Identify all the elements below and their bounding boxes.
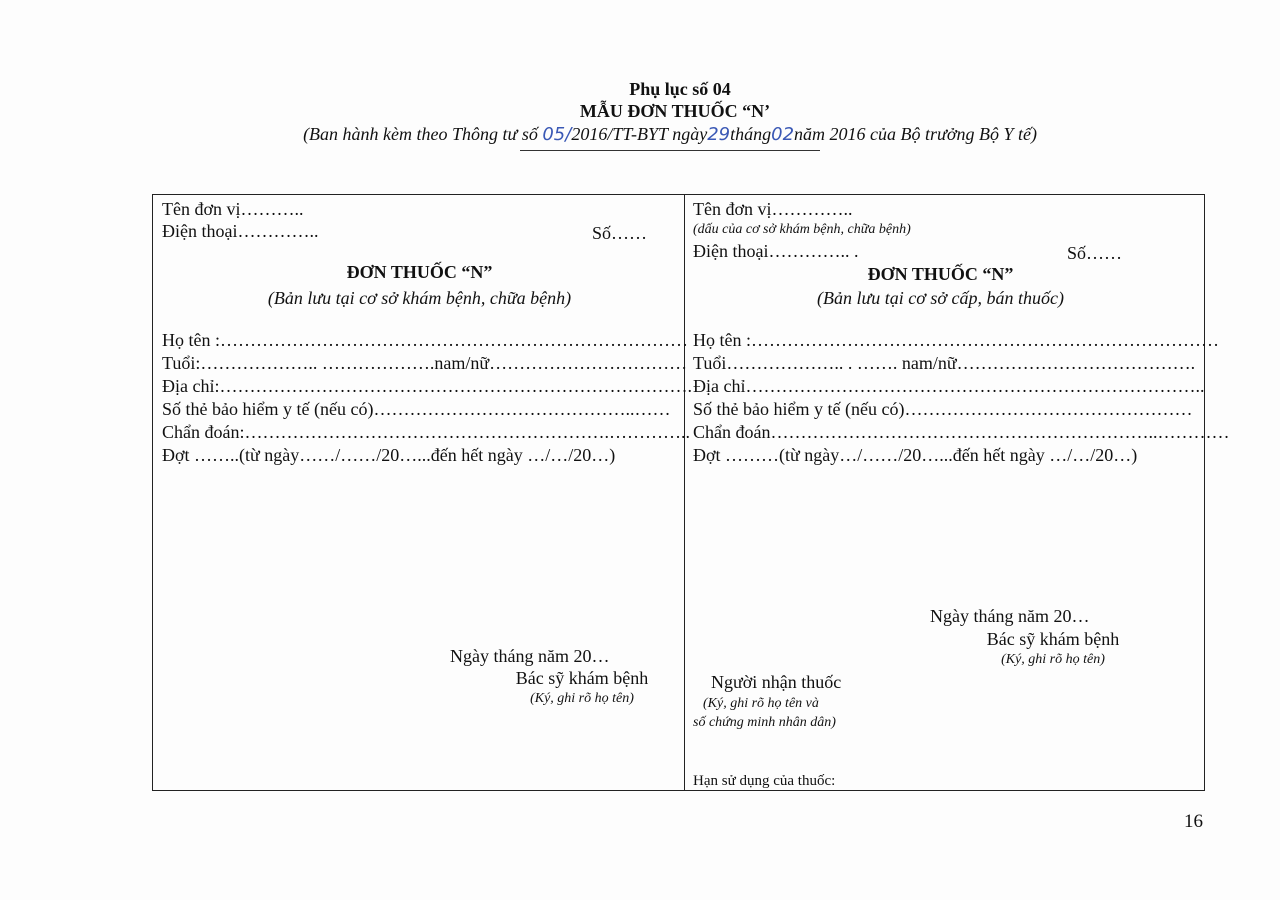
receiver-note-line2: số chứng minh nhân dân) (693, 715, 836, 730)
left-period-field: Đợt ……..(từ ngày……/……/20…...đến hết ngày …/…/20…) (162, 445, 616, 465)
appendix-label: Phụ lục số 04 (629, 79, 731, 99)
right-address-field: Địa chỉ………………………………………………………………….. (693, 376, 1205, 396)
left-number-field: Số…… (592, 223, 648, 243)
left-age-field: Tuổi:……………….. ……………….nam/nữ…………………………… (162, 353, 688, 373)
right-age-field: Tuổi……………….. . ……. nam/nữ…………………………………. (693, 353, 1196, 373)
left-doctor-label: Bác sỹ khám bệnh (515, 668, 649, 688)
left-address-field: Địa chỉ:……………………………………………………………………. (162, 376, 692, 396)
receiver-label: Người nhận thuốc (711, 672, 842, 692)
left-form-title: ĐƠN THUỐC “N” (346, 262, 493, 282)
left-date-line: Ngày tháng năm 20… (450, 646, 610, 666)
right-unit-field: Tên đơn vị………….. (693, 199, 853, 219)
page-number: 16 (1184, 811, 1203, 832)
left-insurance-field: Số thẻ bảo hiểm y tế (nếu có)……………………………………..…… (162, 399, 671, 419)
right-date-line: Ngày tháng năm 20… (930, 606, 1090, 626)
right-phone-field: Điện thoại………….. . (693, 241, 859, 261)
right-period-field: Đợt ………(từ ngày…/……/20…...đến hết ngày …/…/20…) (693, 445, 1138, 465)
handwritten-circular-number: 05/ (542, 124, 572, 145)
left-phone-field: Điện thoại………….. (162, 221, 319, 241)
issued-by-line (60, 122, 1280, 147)
receiver-note-line1: (Ký, ghi rõ họ tên và (703, 696, 819, 711)
right-stamp-note: (dấu của cơ sở khám bệnh, chữa bệnh) (693, 222, 911, 237)
right-diagnosis-field: Chẩn đoán………………………………………………………..………… (693, 422, 1230, 442)
document-title: MẪU ĐƠN THUỐC “N’ (579, 101, 771, 121)
right-form-title: ĐƠN THUỐC “N” (867, 264, 1014, 284)
issued-mid1: 2016/TT-BYT ngày (571, 124, 708, 144)
issued-prefix: (Ban hành kèm theo Thông tư số (303, 124, 543, 144)
medicine-expiry-label: Hạn sử dụng của thuốc: (693, 773, 836, 789)
left-name-field: Họ tên :…………………………………………………………………… (162, 330, 688, 350)
left-unit-field: Tên đơn vị……….. (162, 199, 304, 219)
right-sign-note: (Ký, ghi rõ họ tên) (1001, 652, 1105, 667)
header-underline (520, 150, 820, 151)
handwritten-month: 02 (771, 124, 795, 145)
left-form-subtitle: (Bản lưu tại cơ sở khám bệnh, chữa bệnh) (267, 288, 572, 308)
issued-suffix: năm 2016 của Bộ trưởng Bộ Y tế) (794, 124, 1037, 144)
prescription-form (152, 194, 1230, 791)
left-diagnosis-field: Chẩn đoán:…………………………………………………….………….. (162, 422, 690, 442)
handwritten-day: 29 (707, 124, 731, 145)
right-insurance-field: Số thẻ bảo hiểm y tế (nếu có)………………………………………… (693, 399, 1193, 419)
right-form-subtitle: (Bản lưu tại cơ sở cấp, bán thuốc) (817, 288, 1064, 308)
right-doctor-label: Bác sỹ khám bệnh (986, 629, 1120, 649)
issued-mid2: tháng (730, 124, 772, 144)
right-number-field: Số…… (1067, 243, 1123, 263)
right-name-field: Họ tên :…………………………………………………………………… (693, 330, 1219, 350)
left-sign-note: (Ký, ghi rõ họ tên) (530, 691, 634, 706)
document-header (0, 78, 1280, 147)
